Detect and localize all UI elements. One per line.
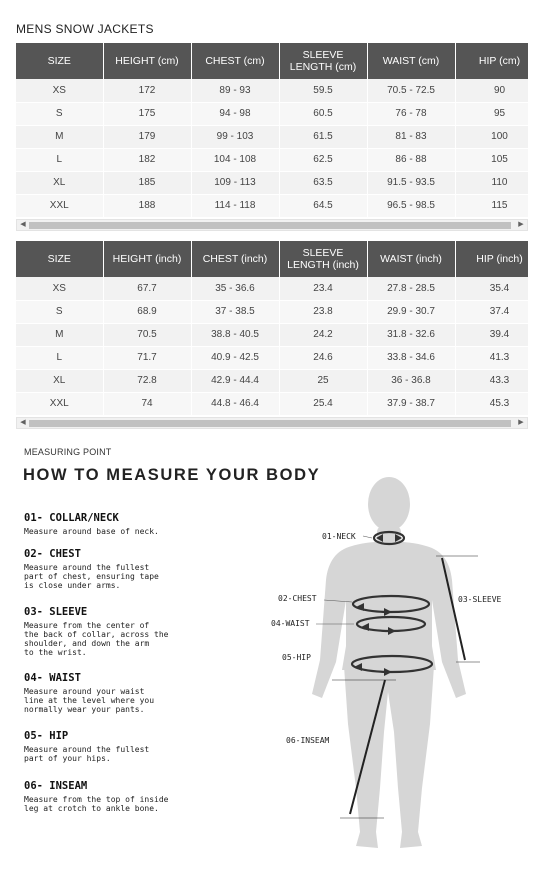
table-cell: 23.8 (279, 300, 367, 323)
table-cell: 72.8 (103, 369, 191, 392)
table-cell: 81 - 83 (367, 125, 455, 148)
table-cell: 25.4 (279, 392, 367, 415)
scroll-right-arrow-icon[interactable]: ▶ (518, 221, 524, 228)
step-inseam (24, 780, 184, 813)
table-row (16, 79, 528, 102)
measure-guide-title: HOW TO MEASURE YOUR BODY (23, 466, 321, 484)
table-cell: 24.6 (279, 346, 367, 369)
table-cell: M (16, 125, 103, 148)
step-sleeve (24, 606, 184, 657)
column-header: HEIGHT (inch) (103, 241, 191, 277)
table-cell: 45.3 (455, 392, 528, 415)
table-cell: L (16, 346, 103, 369)
table-cell: 39.4 (455, 323, 528, 346)
table-cell: S (16, 102, 103, 125)
table-cell: 86 - 88 (367, 148, 455, 171)
label-chest: 02-CHEST (278, 594, 317, 603)
table-row (16, 171, 528, 194)
table-cell: 96.5 - 98.5 (367, 194, 455, 217)
table-cell: 60.5 (279, 102, 367, 125)
body-measurement-figure (260, 470, 540, 875)
page-title: MENS SNOW JACKETS (16, 22, 154, 36)
step-title: 01- COLLAR/NECK (24, 512, 119, 524)
table-header-row (16, 241, 528, 277)
column-header: SIZE (16, 241, 103, 277)
table-cell: 99 - 103 (191, 125, 279, 148)
table-cell: 40.9 - 42.5 (191, 346, 279, 369)
table-cell: 185 (103, 171, 191, 194)
step-description: Measure around base of neck. (24, 527, 159, 536)
table-cell: 109 - 113 (191, 171, 279, 194)
table-cell: 42.9 - 44.4 (191, 369, 279, 392)
step-description: Measure around the fullest part of your hips. (24, 745, 150, 763)
step-description: Measure around your waist line at the level where you normally wear your pants. (24, 687, 155, 714)
table-cell: 114 - 118 (191, 194, 279, 217)
table-row (16, 125, 528, 148)
table-cell: 94 - 98 (191, 102, 279, 125)
measuring-point-heading: MEASURING POINT (24, 447, 112, 457)
column-header: CHEST (inch) (191, 241, 279, 277)
step-title: 04- WAIST (24, 672, 81, 684)
table-cell: 33.8 - 34.6 (367, 346, 455, 369)
table-cell: 95 (455, 102, 528, 125)
column-header: HIP (cm) (455, 43, 528, 79)
table-cell: 59.5 (279, 79, 367, 102)
column-header: SIZE (16, 43, 103, 79)
column-header: HIP (inch) (455, 241, 528, 277)
table-cell: 38.8 - 40.5 (191, 323, 279, 346)
step-description: Measure from the center of the back of collar, across the shoulder, and down the arm to the wrist. (24, 621, 169, 657)
table-cell: 27.8 - 28.5 (367, 277, 455, 300)
scroll-right-arrow-icon[interactable]: ▶ (518, 419, 524, 426)
table-cell: 175 (103, 102, 191, 125)
table-cell: 104 - 108 (191, 148, 279, 171)
table-cell: 105 (455, 148, 528, 171)
step-title: 03- SLEEVE (24, 606, 88, 618)
column-header: WAIST (cm) (367, 43, 455, 79)
table-cell: 76 - 78 (367, 102, 455, 125)
table-row (16, 300, 528, 323)
table-cell: 37 - 38.5 (191, 300, 279, 323)
table-row (16, 277, 528, 300)
table-cell: 89 - 93 (191, 79, 279, 102)
table-cell: M (16, 323, 103, 346)
scrollbar-thumb[interactable] (29, 222, 511, 229)
column-header: SLEEVE LENGTH (cm) (279, 43, 367, 79)
table-cell: 70.5 (103, 323, 191, 346)
body-silhouette (260, 470, 540, 875)
table-cell: 179 (103, 125, 191, 148)
step-description: Measure around the fullest part of chest, ensuring tape is close under arms. (24, 563, 159, 590)
scroll-left-arrow-icon[interactable]: ◀ (20, 419, 26, 426)
step-title: 06- INSEAM (24, 780, 88, 792)
label-inseam: 06-INSEAM (286, 736, 330, 745)
column-header: WAIST (inch) (367, 241, 455, 277)
table-cell: L (16, 148, 103, 171)
table-cell: 70.5 - 72.5 (367, 79, 455, 102)
table-cell: 41.3 (455, 346, 528, 369)
label-neck: 01-NECK (322, 532, 356, 541)
table-cell: 90 (455, 79, 528, 102)
label-hip: 05-HIP (282, 653, 311, 662)
table-cell: 182 (103, 148, 191, 171)
label-waist: 04-WAIST (271, 619, 310, 628)
table-cell: 31.8 - 32.6 (367, 323, 455, 346)
size-table-cm (16, 43, 528, 218)
table-cell: 68.9 (103, 300, 191, 323)
table-cell: 74 (103, 392, 191, 415)
table-cell: XS (16, 277, 103, 300)
table-cell: 37.9 - 38.7 (367, 392, 455, 415)
size-table-inch-container[interactable] (16, 241, 528, 416)
table-cell: 29.9 - 30.7 (367, 300, 455, 323)
step-title: 05- HIP (24, 730, 69, 742)
column-header: SLEEVE LENGTH (inch) (279, 241, 367, 277)
table-cell: 63.5 (279, 171, 367, 194)
table-cell: XXL (16, 392, 103, 415)
size-table-inch (16, 241, 528, 416)
scrollbar-thumb[interactable] (29, 420, 511, 427)
table-cell: 61.5 (279, 125, 367, 148)
table-cell: 110 (455, 171, 528, 194)
table-cell: 36 - 36.8 (367, 369, 455, 392)
table-row (16, 323, 528, 346)
table-cell: 71.7 (103, 346, 191, 369)
step-waist (24, 672, 184, 714)
table-row (16, 148, 528, 171)
table-cell: 37.4 (455, 300, 528, 323)
table-cell: 35.4 (455, 277, 528, 300)
table-cell: 188 (103, 194, 191, 217)
table-row (16, 194, 528, 217)
label-sleeve: 03-SLEEVE (458, 595, 502, 604)
scroll-left-arrow-icon[interactable]: ◀ (20, 221, 26, 228)
table-cell: 25 (279, 369, 367, 392)
table-cell: XL (16, 369, 103, 392)
horizontal-scrollbar-inch[interactable] (16, 417, 528, 429)
table-cell: 91.5 - 93.5 (367, 171, 455, 194)
table-cell: 64.5 (279, 194, 367, 217)
table-cell: 35 - 36.6 (191, 277, 279, 300)
horizontal-scrollbar-cm[interactable] (16, 219, 528, 231)
table-cell: S (16, 300, 103, 323)
table-cell: 62.5 (279, 148, 367, 171)
step-hip (24, 730, 184, 763)
table-cell: 115 (455, 194, 528, 217)
table-row (16, 369, 528, 392)
size-table-cm-container[interactable] (16, 43, 528, 218)
table-cell: 23.4 (279, 277, 367, 300)
table-header-row (16, 43, 528, 79)
table-row (16, 392, 528, 415)
table-cell: XS (16, 79, 103, 102)
table-cell: 24.2 (279, 323, 367, 346)
table-cell: XXL (16, 194, 103, 217)
column-header: CHEST (cm) (191, 43, 279, 79)
table-cell: XL (16, 171, 103, 194)
column-header: HEIGHT (cm) (103, 43, 191, 79)
step-description: Measure from the top of inside leg at crotch to ankle bone. (24, 795, 169, 813)
table-row (16, 346, 528, 369)
step-chest (24, 548, 184, 590)
step-collar-neck (24, 512, 184, 536)
step-title: 02- CHEST (24, 548, 81, 560)
table-cell: 43.3 (455, 369, 528, 392)
table-row (16, 102, 528, 125)
table-cell: 172 (103, 79, 191, 102)
table-cell: 44.8 - 46.4 (191, 392, 279, 415)
table-cell: 100 (455, 125, 528, 148)
table-cell: 67.7 (103, 277, 191, 300)
